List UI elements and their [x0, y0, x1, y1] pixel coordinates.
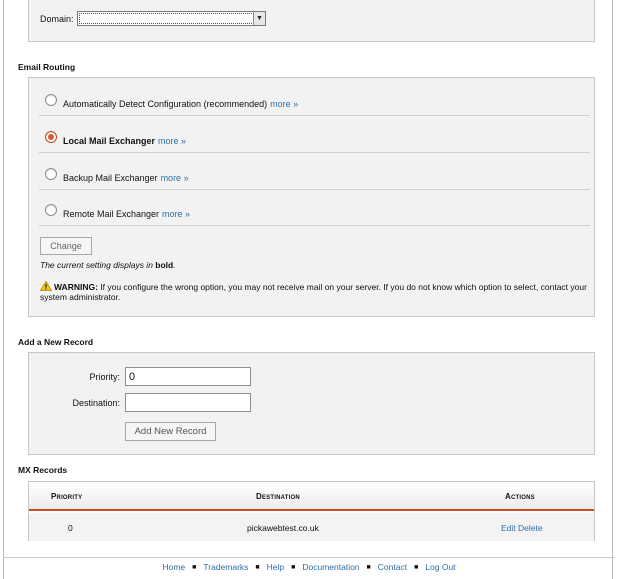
more-link-backup[interactable]: more »	[160, 173, 189, 183]
header-actions: Actions	[505, 492, 535, 501]
route-option-local[interactable]	[39, 117, 590, 153]
destination-label: Destination:	[72, 398, 120, 408]
route-label-local: Local Mail Exchanger more »	[63, 136, 187, 146]
footer-nav	[0, 562, 618, 572]
footer-link-logout[interactable]: Log Out	[425, 562, 456, 572]
current-setting-note: The current setting displays in bold.	[40, 260, 176, 270]
footer-separator: ■	[291, 564, 296, 571]
row-destination: pickawebtest.co.uk	[247, 523, 319, 533]
warning-icon	[40, 281, 52, 291]
radio-auto[interactable]	[45, 94, 57, 106]
footer-separator: ■	[192, 564, 197, 571]
footer-link-help[interactable]: Help	[266, 562, 285, 572]
priority-input[interactable]	[125, 367, 251, 386]
header-destination: Destination	[256, 492, 300, 501]
warning-message: WARNING: If you configure the wrong option, you may not receive mail on your server. If you do not know which option to select, contact your system administrator.	[40, 282, 587, 302]
route-label-auto: Automatically Detect Configuration (recommended) more »	[63, 99, 299, 109]
route-label-backup: Backup Mail Exchanger more »	[63, 173, 189, 183]
route-option-remote[interactable]	[39, 190, 590, 226]
row-priority: 0	[68, 523, 73, 533]
footer-link-contact[interactable]: Contact	[377, 562, 408, 572]
more-link-auto[interactable]: more »	[270, 99, 299, 109]
more-link-local[interactable]: more »	[158, 136, 187, 146]
footer-separator: ■	[366, 564, 371, 571]
footer-link-home[interactable]: Home	[162, 562, 186, 572]
row-actions	[501, 523, 543, 533]
domain-label: Domain:	[40, 14, 74, 24]
footer-link-trademarks[interactable]: Trademarks	[203, 562, 249, 572]
email-routing-panel	[28, 77, 595, 317]
priority-label: Priority:	[89, 372, 120, 382]
footer-link-documentation[interactable]: Documentation	[302, 562, 360, 572]
change-button[interactable]: Change	[40, 237, 92, 255]
header-priority: Priority	[51, 492, 83, 501]
more-link-remote[interactable]: more »	[162, 209, 191, 219]
email-routing-title: Email Routing	[18, 62, 76, 72]
radio-local[interactable]	[45, 131, 57, 143]
domain-select[interactable]	[77, 11, 266, 26]
footer-separator: ■	[414, 564, 419, 571]
route-option-auto[interactable]	[39, 80, 590, 116]
radio-remote[interactable]	[45, 204, 57, 216]
mx-records-title: MX Records	[18, 465, 68, 475]
domain-panel	[28, 0, 595, 42]
add-new-record-button[interactable]: Add New Record	[125, 422, 216, 441]
chevron-down-icon[interactable]: ▼	[253, 12, 265, 25]
footer-divider	[3, 557, 615, 558]
edit-link[interactable]: Edit	[501, 523, 516, 533]
add-record-title: Add a New Record	[18, 337, 94, 347]
table-header	[29, 482, 594, 511]
footer-separator: ■	[255, 564, 260, 571]
table-row	[29, 513, 594, 541]
add-record-panel	[28, 352, 595, 455]
mx-records-table	[28, 481, 595, 541]
route-option-backup[interactable]	[39, 154, 590, 190]
route-label-remote: Remote Mail Exchanger more »	[63, 209, 191, 219]
radio-backup[interactable]	[45, 168, 57, 180]
destination-input[interactable]	[125, 393, 251, 412]
delete-link[interactable]: Delete	[518, 523, 543, 533]
